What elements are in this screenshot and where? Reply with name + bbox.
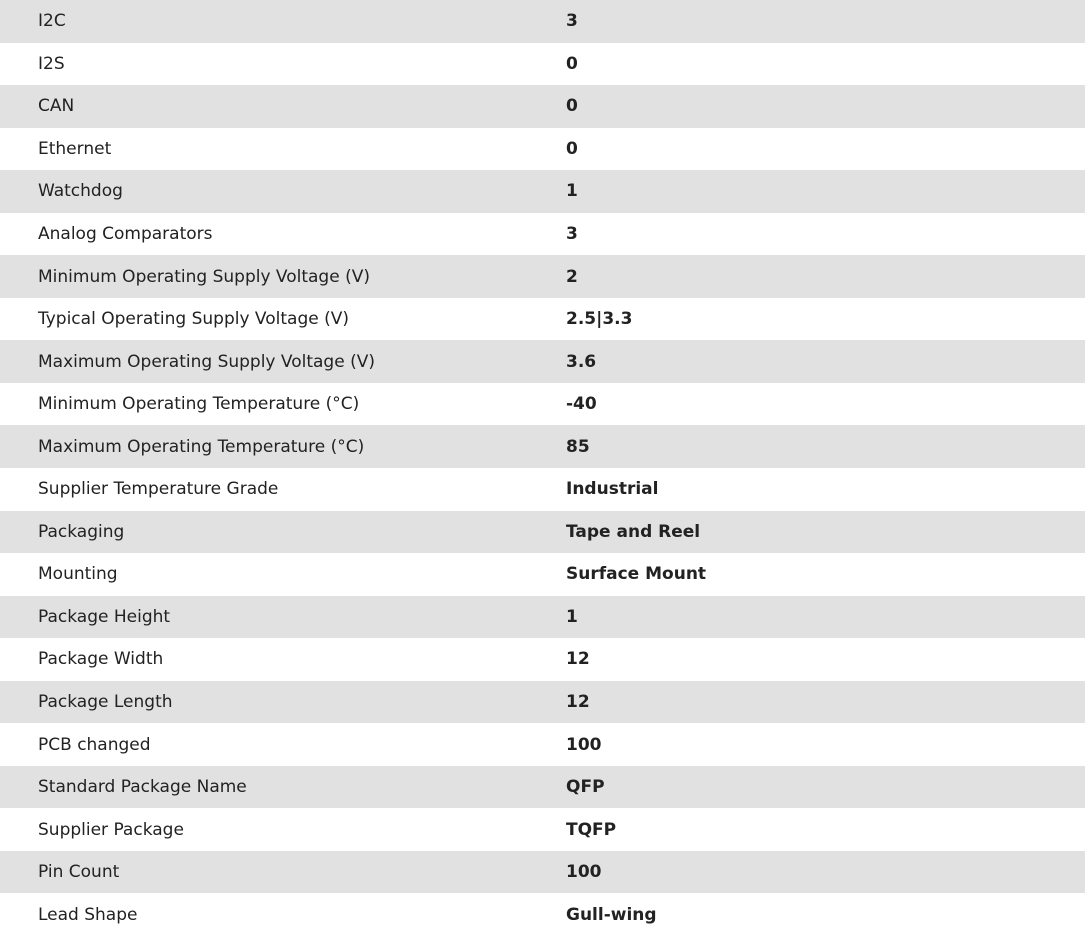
table-row [0, 808, 1085, 851]
table-row [0, 766, 1085, 809]
table-row [0, 170, 1085, 213]
table-row [0, 681, 1085, 724]
table-row [0, 425, 1085, 468]
spec-label: CAN [38, 96, 75, 117]
spec-value: -40 [566, 394, 597, 415]
table-row [0, 298, 1085, 341]
spec-value: 100 [566, 734, 602, 755]
spec-label: Package Width [38, 649, 164, 670]
table-row [0, 851, 1085, 894]
spec-label: I2C [38, 11, 66, 32]
spec-value: 0 [566, 96, 578, 117]
spec-label: Minimum Operating Supply Voltage (V) [38, 266, 370, 287]
spec-label: Pin Count [38, 862, 120, 883]
table-row [0, 0, 1085, 43]
spec-value: 85 [566, 436, 590, 457]
spec-value: 3.6 [566, 351, 597, 372]
table-row [0, 43, 1085, 86]
table-row [0, 128, 1085, 171]
spec-label: Maximum Operating Supply Voltage (V) [38, 351, 375, 372]
spec-value: 1 [566, 606, 578, 627]
spec-value: 100 [566, 862, 602, 883]
table-row [0, 553, 1085, 596]
spec-value: 3 [566, 11, 578, 32]
spec-label: Analog Comparators [38, 224, 213, 244]
spec-value: 0 [566, 53, 578, 74]
spec-value: 2 [566, 266, 578, 287]
table-row [0, 893, 1085, 934]
spec-label: Typical Operating Supply Voltage (V) [38, 309, 349, 330]
table-row [0, 596, 1085, 639]
spec-label: Standard Package Name [38, 777, 247, 798]
table-row [0, 255, 1085, 298]
spec-label: Ethernet [38, 138, 112, 159]
spec-value: 0 [566, 138, 578, 159]
table-row [0, 213, 1085, 256]
spec-value: Industrial [566, 479, 659, 500]
spec-value: QFP [566, 777, 605, 798]
spec-value: Surface Mount [566, 564, 707, 585]
spec-value: 12 [566, 649, 590, 670]
spec-label: Packaging [38, 521, 125, 542]
spec-label: Minimum Operating Temperature (°C) [38, 394, 360, 415]
spec-label: Lead Shape [38, 904, 138, 925]
spec-label: Supplier Package [38, 819, 184, 840]
spec-label: I2S [38, 53, 65, 74]
spec-label: PCB changed [38, 734, 151, 755]
spec-label: Mounting [38, 564, 118, 585]
spec-value: Gull-wing [566, 904, 657, 925]
spec-label: Watchdog [38, 181, 123, 202]
table-row [0, 340, 1085, 383]
spec-label: Supplier Temperature Grade [38, 479, 279, 500]
table-row [0, 511, 1085, 554]
spec-value: 3 [566, 224, 578, 244]
table-row [0, 85, 1085, 128]
spec-value: Tape and Reel [566, 521, 701, 542]
spec-value: 2.5|3.3 [566, 309, 633, 330]
spec-label: Package Length [38, 692, 173, 713]
spec-label: Maximum Operating Temperature (°C) [38, 436, 365, 457]
spec-value: 12 [566, 692, 590, 713]
table-row [0, 638, 1085, 681]
table-row [0, 723, 1085, 766]
table-row [0, 468, 1085, 511]
spec-label: Package Height [38, 606, 171, 627]
spec-value: TQFP [566, 819, 617, 840]
spec-value: 1 [566, 181, 578, 202]
table-row [0, 383, 1085, 426]
